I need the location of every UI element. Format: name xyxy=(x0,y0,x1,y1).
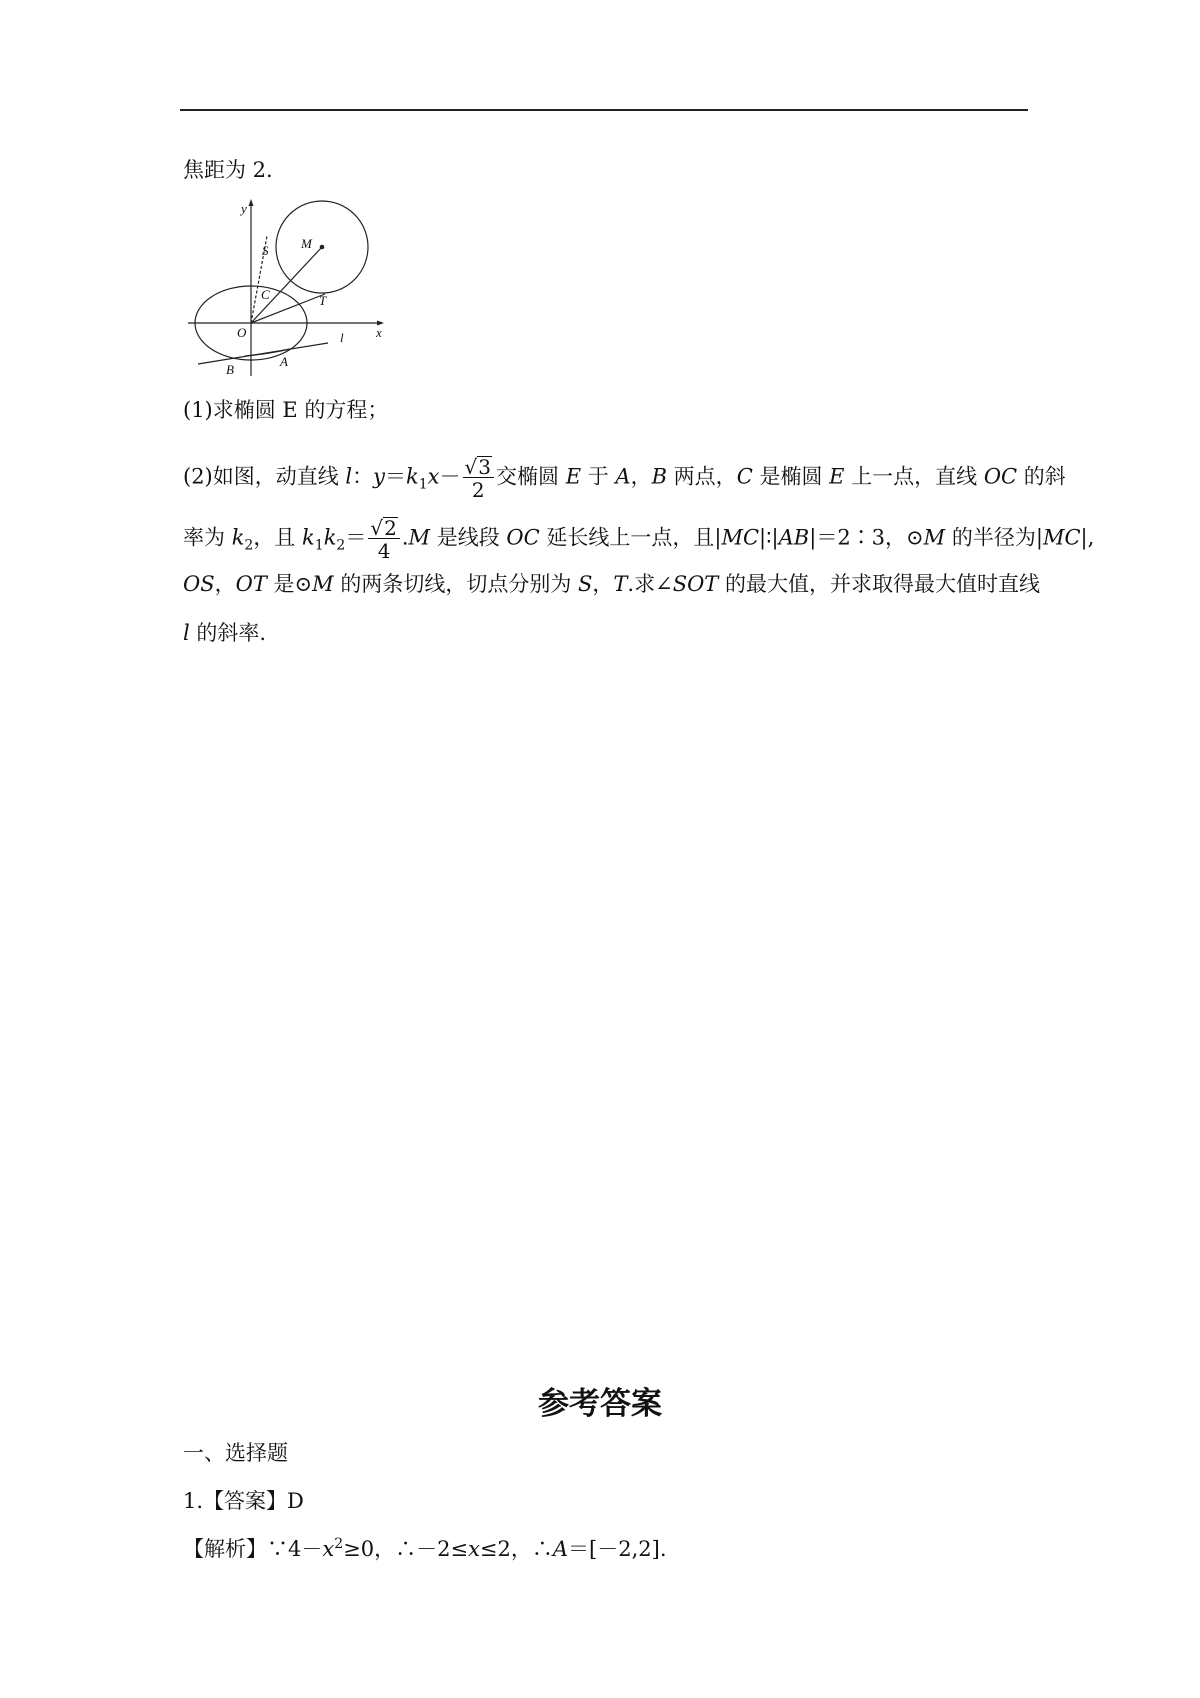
label-t: T xyxy=(319,293,327,308)
explanation-1: 【解析】$\because 4-x^2\ge 0$，∴－2≤x≤2，∴A＝[－2,2]. xyxy=(183,1536,667,1561)
label-b: B xyxy=(226,362,234,377)
point-m xyxy=(320,245,325,250)
label-c: C xyxy=(261,287,270,302)
label-y: y xyxy=(241,201,247,216)
question-2-line-1: (2)如图，动直线 l：$y=k_1x-$ $\frac{√3}{2}$ 交椭圆 E 于 A，B 两点，C 是椭圆 E 上一点，直线 OC 的斜 xyxy=(183,455,1066,502)
header-rule xyxy=(180,109,1028,111)
section-heading: 一、选择题 xyxy=(183,1441,288,1465)
question-1: (1)求椭圆 E 的方程； xyxy=(183,398,389,422)
text-line-focal: 焦距为 2. xyxy=(183,158,273,182)
label-m: M xyxy=(301,236,312,251)
question-2-line-4: l 的斜率. xyxy=(183,621,267,645)
y-arrow xyxy=(249,199,254,206)
label-l: l xyxy=(340,330,344,345)
fraction-sqrt2-over-4: $\frac{√2}{4}$ xyxy=(368,517,399,561)
answer-1: 1.【答案】D xyxy=(183,1489,304,1513)
question-2-line-3: OS，OT 是⊙M 的两条切线，切点分别为 S，T.求∠SOT 的最大值，并求取得最大值时直线 xyxy=(183,572,1040,596)
label-x: x xyxy=(376,325,382,340)
segment-om xyxy=(251,247,322,323)
question-2-line-2: 率为 $k_2$，且 $k_1k_2=$ $\frac{√2}{4}$ .M 是线段 OC 延长线上一点，且|MC|∶|AB|＝2∶3，⊙M 的半径为|MC|, xyxy=(183,516,1095,563)
label-s: S xyxy=(262,243,269,258)
ellipse-circle-figure xyxy=(183,196,393,378)
label-o: O xyxy=(237,325,247,340)
fraction-sqrt3-over-2: $\frac{√3}{2}$ xyxy=(463,456,494,500)
label-a: A xyxy=(280,354,288,369)
answers-title: 参考答案 xyxy=(538,1386,662,1422)
